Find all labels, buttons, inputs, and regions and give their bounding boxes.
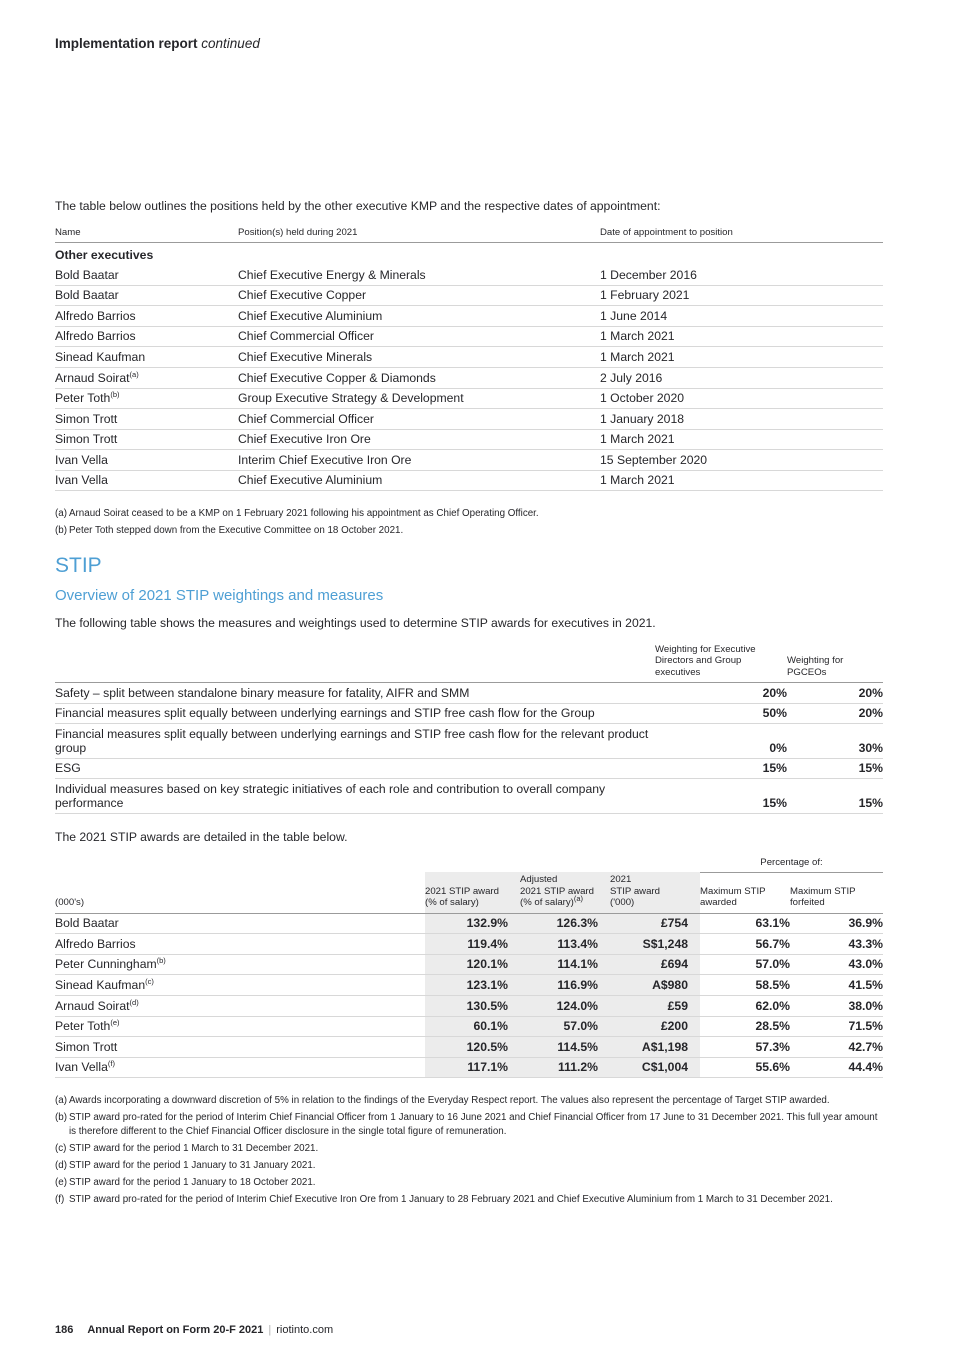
cell-name: Alfredo Barrios [55,306,238,327]
weightings-table-row [55,724,883,759]
cell-award-value: C$1,004 [610,1057,700,1078]
cell-executive-name: Peter Cunningham$^{(b)}$ [55,954,425,975]
footnote-marker: (d) [55,1159,67,1171]
footnote-text: STIP award pro-rated for the period of Interim Chief Executive Iron Ore from 1 January to 28 February 2021 and Chief Executive Aluminium from 1 March to 31 December 2021. [69,1193,833,1205]
footnote-ref: (a) [129,369,139,379]
cell-measure: Financial measures split equally between underlying earnings and STIP free cash flow for the Group [55,703,655,724]
footnote-marker: (a) [55,508,67,520]
cell-position: Interim Chief Executive Iron Ore [238,450,600,471]
cell-award-value: 130.5% [425,996,520,1017]
cell-weighting-ed: 20% [655,683,787,704]
appointments-table-row [55,306,883,327]
page-number: 186 [55,1324,74,1336]
cell-position: Chief Executive Aluminium [238,306,600,327]
weightings-table [55,642,883,814]
cell-award-value: 36.9% [790,913,883,934]
section-title: Implementation report [55,36,198,51]
col-header-name: Name [55,225,238,243]
cell-date: 1 December 2016 [600,265,883,285]
awards-table-row [55,996,883,1017]
footnote-marker: (e) [55,1176,67,1188]
footnote-text: STIP award pro-rated for the period of Interim Chief Financial Officer from 1 January to 16 June 2021 and Chief Financial Officer from 17 June to 31 December 2021. This full year amount is therefore different to the Chief Financial Officer disclosure in the single total figure of remuneration. [69,1112,878,1137]
cell-position: Chief Executive Energy & Minerals [238,265,600,285]
cell-award-value: 124.0% [520,996,610,1017]
cell-date: 1 January 2018 [600,409,883,430]
appointments-table-row [55,470,883,491]
footnote [55,1159,883,1173]
footnote-ref: (e) [110,1017,120,1027]
cell-position: Chief Executive Minerals [238,347,600,368]
awards-header-spacer [55,855,700,872]
cell-award-value: 57.3% [700,1037,790,1058]
awards-col-header: Adjusted 2021 STIP award (% of salary)$^{(a)}$ [520,872,610,913]
awards-table-row [55,1057,883,1078]
awards-col-header: 2021 STIP award (% of salary) [425,872,520,913]
cell-award-value: 63.1% [700,913,790,934]
cell-award-value: £200 [610,1016,700,1037]
appointments-table-row [55,265,883,285]
cell-position: Chief Commercial Officer [238,326,600,347]
col-header-date: Date of appointment to position [600,225,883,243]
cell-award-value: A$1,198 [610,1037,700,1058]
appointments-header-row [55,225,883,243]
cell-award-value: A$980 [610,975,700,996]
cell-award-value: 114.1% [520,954,610,975]
cell-position: Chief Executive Aluminium [238,470,600,491]
appointments-table-head [55,225,883,243]
cell-date: 1 October 2020 [600,388,883,409]
footnote [55,1176,883,1190]
cell-award-value: 111.2% [520,1057,610,1078]
awards-table-row [55,1016,883,1037]
cell-award-value: 57.0% [700,954,790,975]
footer-separator: | [268,1324,272,1336]
cell-award-value: 132.9% [425,913,520,934]
awards-table-row [55,934,883,955]
awards-col-header: Maximum STIP forfeited [790,872,883,913]
weightings-intro-text: The following table shows the measures and weightings used to determine STIP awards for executives in 2021. [55,615,656,630]
page-header [55,36,883,52]
cell-award-value: £694 [610,954,700,975]
footnote-ref: (f) [107,1059,115,1069]
cell-award-value: 58.5% [700,975,790,996]
cell-award-value: 41.5% [790,975,883,996]
cell-award-value: 60.1% [425,1016,520,1037]
cell-weighting-pgceo: 15% [787,779,883,814]
footnote-marker: (b) [55,525,67,537]
cell-date: 1 March 2021 [600,470,883,491]
cell-name: Simon Trott [55,409,238,430]
cell-weighting-ed: 15% [655,758,787,779]
footnote [55,1193,883,1207]
appointments-table-row [55,326,883,347]
cell-award-value: 28.5% [700,1016,790,1037]
cell-award-value: 43.3% [790,934,883,955]
cell-award-value: 120.1% [425,954,520,975]
appointments-table-body [55,243,883,491]
awards-intro-text: The 2021 STIP awards are detailed in the table below. [55,829,348,844]
cell-executive-name: Ivan Vella$^{(f)}$ [55,1057,425,1078]
footnote [55,1142,883,1156]
awards-table-head [55,855,883,913]
cell-award-value: 62.0% [700,996,790,1017]
cell-date: 2 July 2016 [600,368,883,389]
footnote-text: Peter Toth stepped down from the Executive Committee on 18 October 2021. [69,525,404,537]
appointments-intro-text: The table below outlines the positions held by the other executive KMP and the respective dates of appointment: [55,199,661,214]
cell-weighting-pgceo: 20% [787,703,883,724]
cell-name: Ivan Vella [55,470,238,491]
cell-weighting-ed: 15% [655,779,787,814]
awards-table-body [55,913,883,1077]
cell-award-value: 120.5% [425,1037,520,1058]
footnote [55,1111,883,1138]
cell-award-value: 123.1% [425,975,520,996]
awards-table-row [55,954,883,975]
footnote-text: Arnaud Soirat ceased to be a KMP on 1 February 2021 following his appointment as Chief Operating Officer. [69,508,539,520]
footnote [55,524,883,538]
cell-award-value: £59 [610,996,700,1017]
cell-date: 1 February 2021 [600,285,883,306]
cell-position: Group Executive Strategy & Development [238,388,600,409]
cell-position: Chief Executive Iron Ore [238,429,600,450]
stip-subsection-title: Overview of 2021 STIP weightings and measures [55,586,384,604]
cell-measure: Individual measures based on key strategic initiatives of each role and contribution to overall company performance [55,779,655,814]
weightings-table-row [55,758,883,779]
cell-name: Bold Baatar [55,265,238,285]
cell-award-value: 71.5% [790,1016,883,1037]
footnote-text: STIP award for the period 1 January to 18 October 2021. [69,1176,316,1188]
percentage-of-label: Percentage of: [700,855,883,872]
cell-date: 1 June 2014 [600,306,883,327]
cell-position: Chief Executive Copper [238,285,600,306]
awards-header-row [55,872,883,913]
cell-award-value: 116.9% [520,975,610,996]
cell-measure: Safety – split between standalone binary measure for fatality, AIFR and SMM [55,683,655,704]
footer-site-url: riotinto.com [276,1324,334,1336]
footnote-text: Awards incorporating a downward discretion of 5% in relation to the findings of the Everyday Respect report. The values also represent the percentage of Target STIP awarded. [69,1095,830,1107]
footnote [55,1094,883,1108]
cell-executive-name: Arnaud Soirat$^{(d)}$ [55,996,425,1017]
weightings-table-row [55,703,883,724]
cell-weighting-ed: 50% [655,703,787,724]
col-header-position: Position(s) held during 2021 [238,225,600,243]
cell-name: Sinead Kaufman [55,347,238,368]
appointments-footnotes [55,507,883,538]
cell-award-value: 55.6% [700,1057,790,1078]
cell-award-value: 126.3% [520,913,610,934]
cell-date: 1 March 2021 [600,347,883,368]
appointments-table-row [55,368,883,389]
cell-weighting-pgceo: 20% [787,683,883,704]
cell-name: Arnaud Soirat$^{(a)}$ [55,368,238,389]
section-continued-label: continued [201,36,260,51]
cell-name: Alfredo Barrios [55,326,238,347]
cell-measure: Financial measures split equally between underlying earnings and STIP free cash flow for the relevant product group [55,724,655,759]
awards-percentage-row [55,855,883,872]
cell-name: Peter Toth$^{(b)}$ [55,388,238,409]
stip-section-title: STIP [55,553,102,577]
cell-position: Chief Commercial Officer [238,409,600,430]
appointments-table-row [55,285,883,306]
cell-weighting-pgceo: 30% [787,724,883,759]
awards-table-row [55,975,883,996]
awards-table-row [55,913,883,934]
cell-name: Ivan Vella [55,450,238,471]
page-footer [55,1324,333,1336]
cell-award-value: 113.4% [520,934,610,955]
appointments-table-row [55,409,883,430]
awards-unit-label: (000's) [55,872,425,913]
footnote-ref: (a) [573,894,584,904]
cell-award-value: 43.0% [790,954,883,975]
cell-award-value: 44.4% [790,1057,883,1078]
footnote-ref: (c) [145,976,154,986]
weightings-table-row [55,779,883,814]
footnote-ref: (b) [110,389,120,399]
cell-award-value: 38.0% [790,996,883,1017]
awards-table-row [55,1037,883,1058]
weightings-table-head [55,642,883,683]
weightings-col-pgceo: Weighting for PGCEOs [787,642,883,683]
cell-executive-name: Bold Baatar [55,913,425,934]
footnote-ref: (d) [129,997,139,1007]
footer-report-title: Annual Report on Form 20-F 2021 [87,1324,264,1336]
cell-position: Chief Executive Copper & Diamonds [238,368,600,389]
cell-weighting-pgceo: 15% [787,758,883,779]
appointments-table-row [55,388,883,409]
cell-award-value: 42.7% [790,1037,883,1058]
appointments-table-row [55,347,883,368]
cell-name: Bold Baatar [55,285,238,306]
cell-measure: ESG [55,758,655,779]
cell-executive-name: Simon Trott [55,1037,425,1058]
weightings-table-row [55,683,883,704]
cell-award-value: S$1,248 [610,934,700,955]
footnote-ref: (b) [156,956,166,966]
awards-col-header: 2021 STIP award ('000) [610,872,700,913]
footnote-marker: (b) [55,1112,67,1124]
cell-name: Simon Trott [55,429,238,450]
appointments-table [55,225,883,491]
cell-executive-name: Alfredo Barrios [55,934,425,955]
awards-footnotes [55,1094,883,1206]
footnote-marker: (a) [55,1095,67,1107]
cell-date: 1 March 2021 [600,326,883,347]
awards-col-header: Maximum STIP awarded [700,872,790,913]
footnote-marker: (c) [55,1142,67,1154]
cell-executive-name: Sinead Kaufman$^{(c)}$ [55,975,425,996]
group-label: Other executives [55,248,154,263]
cell-award-value: 114.5% [520,1037,610,1058]
cell-award-value: £754 [610,913,700,934]
appointments-table-row [55,450,883,471]
appointments-table-row [55,429,883,450]
footnote-text: STIP award for the period 1 March to 31 December 2021. [69,1142,319,1154]
cell-award-value: 117.1% [425,1057,520,1078]
cell-weighting-ed: 0% [655,724,787,759]
cell-award-value: 57.0% [520,1016,610,1037]
footnote-marker: (f) [55,1193,65,1205]
table-row-group-header [55,243,883,266]
weightings-col-measure-header [55,642,655,683]
footnote [55,507,883,521]
footnote-text: STIP award for the period 1 January to 31 January 2021. [69,1159,316,1171]
weightings-table-body [55,683,883,814]
weightings-header-row [55,642,883,683]
weightings-col-ed: Weighting for Executive Directors and Group executives [655,642,787,683]
awards-table [55,855,883,1078]
cell-date: 15 September 2020 [600,450,883,471]
cell-executive-name: Peter Toth$^{(e)}$ [55,1016,425,1037]
cell-award-value: 119.4% [425,934,520,955]
cell-award-value: 56.7% [700,934,790,955]
cell-date: 1 March 2021 [600,429,883,450]
